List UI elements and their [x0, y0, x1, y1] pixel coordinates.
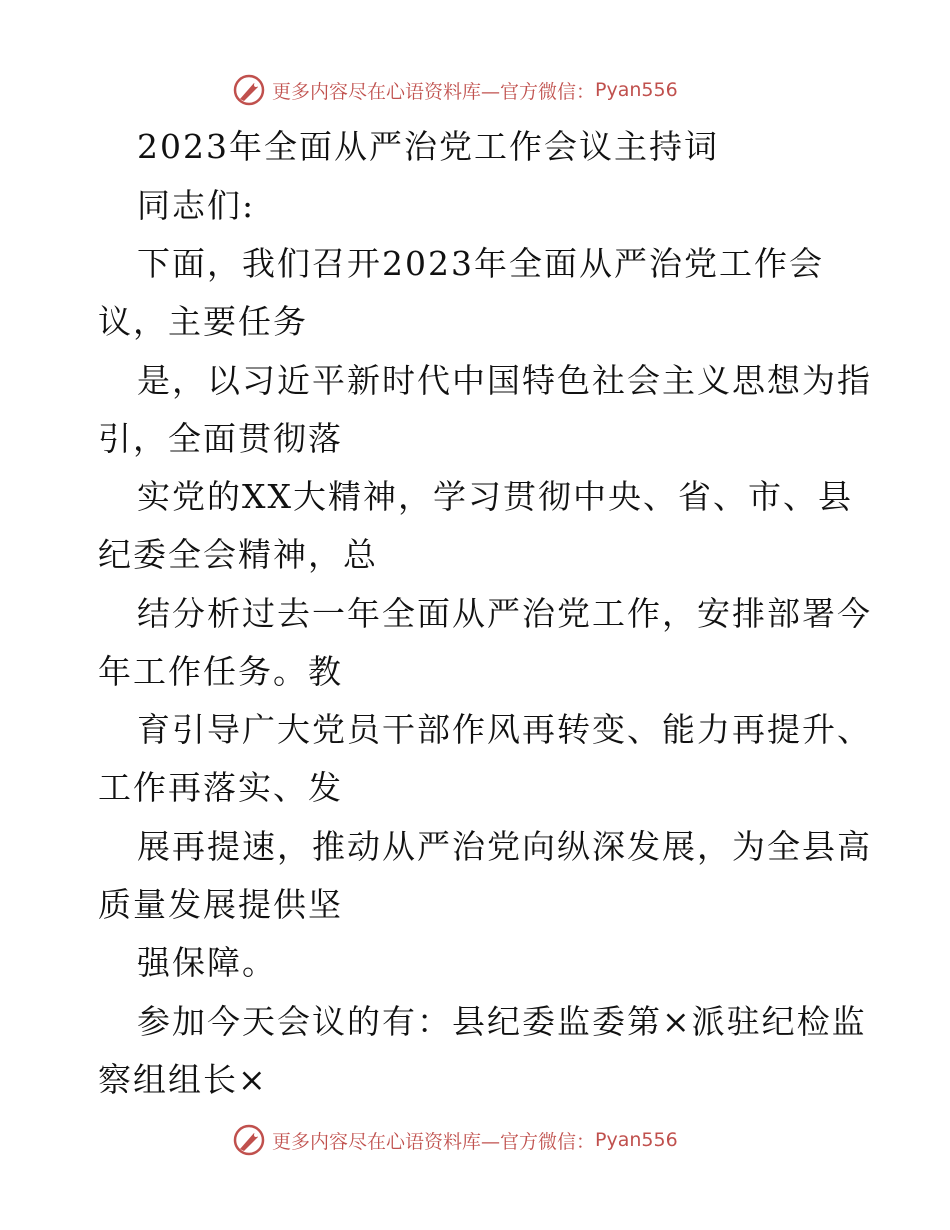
body-line: 强保障。 [137, 943, 277, 982]
watermark-footer [232, 1120, 678, 1160]
body-line: 结分析过去一年全面从严治党工作，安排部署今 [137, 594, 872, 633]
body-line: 展再提速，推动从严治党向纵深发展，为全县高 [137, 827, 872, 866]
body-line: 参加今天会议的有：县纪委监委第×派驻纪检监 [137, 1002, 867, 1041]
watermark-text: 更多内容尽在心语资料库—官方微信： [272, 1130, 596, 1153]
body-line: 下面，我们召开2023年全面从严治党工作会 [137, 244, 824, 283]
body-line: 引，全面贯彻落 [98, 419, 343, 458]
body-line: 议，主要任务 [98, 302, 308, 341]
body-line: 察组组长× [98, 1060, 268, 1099]
watermark-text: 更多内容尽在心语资料库—官方微信： [272, 80, 596, 103]
pen-nib-logo-icon [232, 73, 266, 107]
body-line: 工作再落实、发 [98, 768, 343, 807]
document-title: 2023年全面从严治党工作会议主持词 [137, 127, 719, 166]
body-line: 年工作任务。教 [98, 652, 343, 691]
watermark-header [232, 70, 678, 110]
body-line: 纪委全会精神，总 [98, 535, 378, 574]
greeting-line: 同志们: [137, 186, 256, 225]
body-line: 质量发展提供坚 [98, 885, 343, 924]
pen-nib-logo-icon [232, 1123, 266, 1157]
body-line: 育引导广大党员干部作风再转变、能力再提升、 [137, 710, 872, 749]
body-line: 是，以习近平新时代中国特色社会主义思想为指 [137, 361, 872, 400]
body-line: 实党的XX大精神，学习贯彻中央、省、市、县 [137, 477, 853, 516]
watermark-wechat-id: Pyan556 [595, 79, 678, 101]
watermark-wechat-id: Pyan556 [595, 1129, 678, 1151]
